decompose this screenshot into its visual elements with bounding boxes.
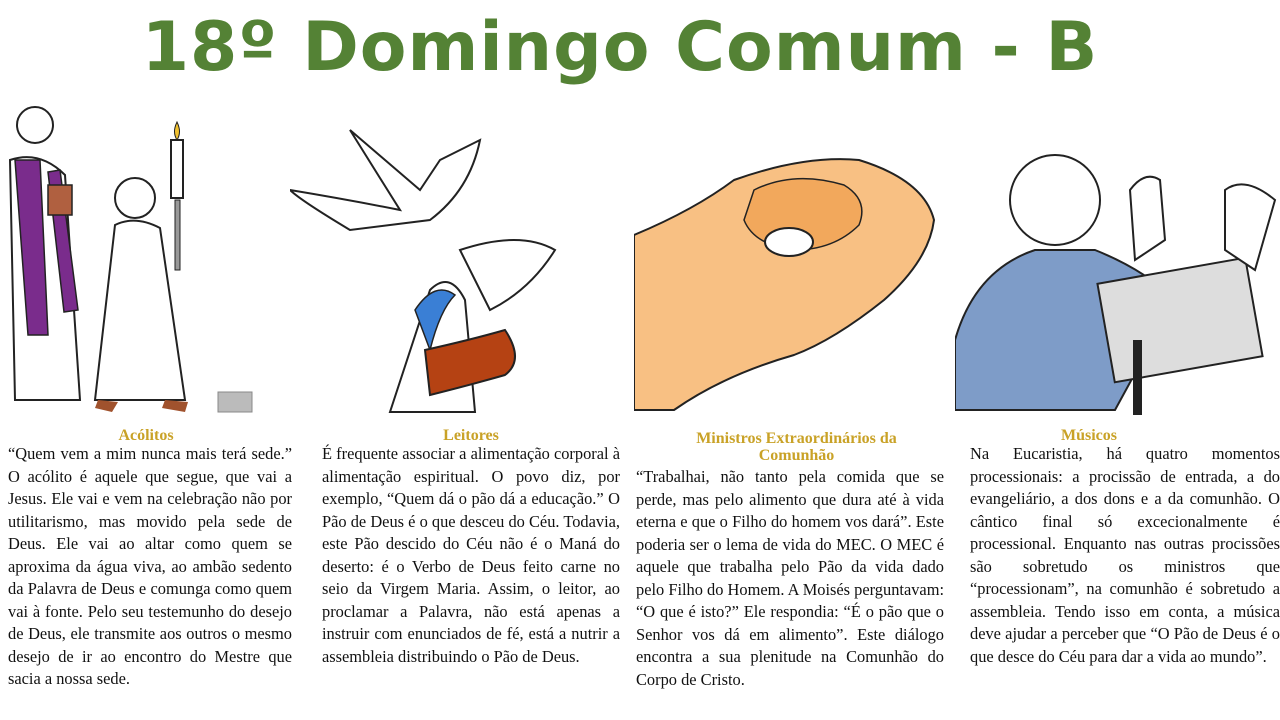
heading-leitores: Leitores	[443, 427, 499, 444]
column-acolitos	[0, 100, 292, 720]
text-acolitos: “Quem vem a mim nunca mais terá sede.” O acólito é aquele que segue, que vai a Jesus. Ele vai e vem na celebração não por utilitarismo, mas movido pela sede de Deus. Ele vai ao altar como quem se aproxima da água viva, ao ambão sedento da Palavra de Deus e comunga como quem vai à fonte. Pelo seu testemunho do desejo de Deus, ele transmite aos outros o mesmo desejo de ir ao encontro do Mestre que sacia a nossa sede.	[8, 444, 292, 688]
text-musicos: Na Eucaristia, há quatro momentos processionais: a procissão de entrada, a do evangeliário, a dos dons e a da comunhão. O cântico final só excecionalmente é processional. Enquanto nas outras procissões são sobretudo os ministros que “processionam”, na comunhão é sobretudo a assembleia. Tendo isso em conta, a música deve ajudar a perceber que “O Pão de Deus é o que desce do Céu para dar a vida ao mundo”.	[970, 444, 1280, 666]
heading-acolitos: Acólitos	[118, 427, 174, 444]
heading-musicos: Músicos	[1061, 427, 1117, 444]
reader-illustration	[290, 100, 588, 415]
column-ministros	[634, 100, 946, 720]
altar-server-illustration	[0, 100, 292, 415]
column-musicos	[955, 100, 1280, 720]
column-leitores	[322, 100, 620, 720]
text-ministros: “Trabalhai, não tanto pela comida que se perde, mas pelo alimento que dura até à vida eterna e que o Filho do homem vos dará”. Este poderia ser o lema de vida do MEC. O MEC é aquele que trabalha pelo Pão da vida dado pelo Filho do Homem. A Moisés perguntavam: “O que é isto?” Ele respondia: “É o pão que o Senhor vos dá em alimento”. Este diálogo encontra a sua plenitude na Comunhão do Corpo de Cristo.	[636, 467, 944, 689]
hands-illustration	[634, 100, 946, 415]
conductor-illustration	[955, 100, 1280, 415]
page-title: 18º Domingo Comum - B	[141, 8, 1099, 87]
heading-ministros: Ministros Extraordinários da Comunhão	[696, 430, 897, 464]
text-leitores: É frequente associar a alimentação corporal à alimentação espiritual. O povo diz, por exemplo, “Quem dá o pão dá a educação.” O Pão de Deus é o que desceu do Céu. Todavia, este Pão descido do Céu não é o Maná do deserto: é o Verbo de Deus feito carne no seio da Virgem Maria. Assim, o leitor, ao proclamar a Palavra, não está apenas a instruir com enunciados de fé, está a nutrir a assembleia distribuindo o Pão de Deus.	[322, 444, 620, 666]
